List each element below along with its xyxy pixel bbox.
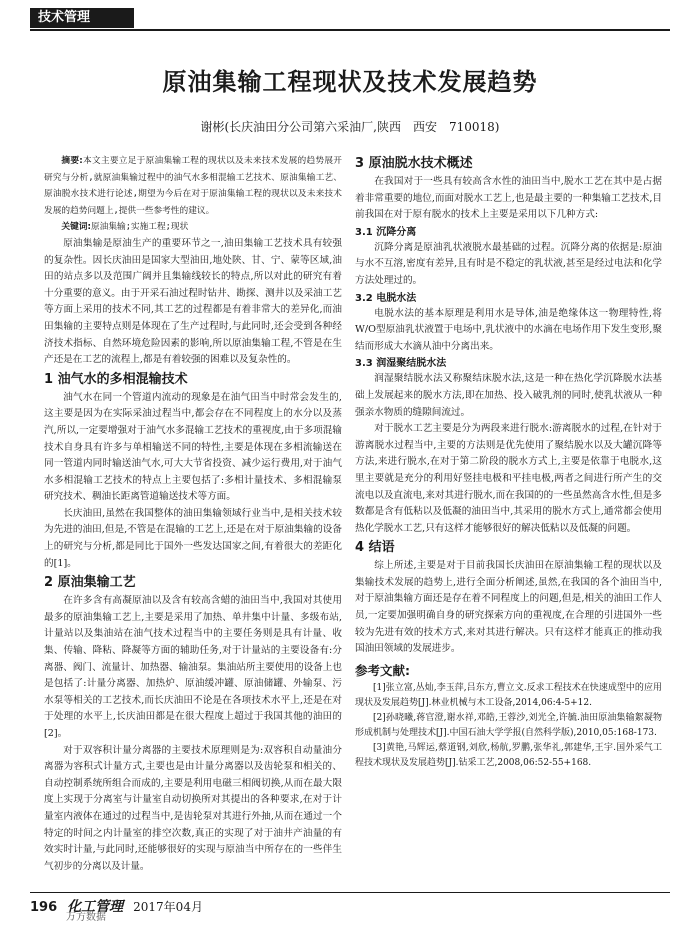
section-3-2-paragraph: 电脱水法的基本原理是利用水是导体,油是绝缘体这一物理特性,将W/O型原油乳状液置于电场中,乳状液中的水滴在电场作用下发生变形,聚结而形成大水滴从油中分离出来。 (355, 307, 662, 352)
page-number: 196 (30, 900, 58, 915)
watermark: 万方数据 (66, 912, 106, 923)
section-1-heading: 1 油气水的多相混输技术 (44, 371, 188, 387)
section-tag: 技术管理 (30, 8, 134, 28)
section-2-paragraph-1: 在许多含有高凝原油以及含有较高含蜡的油田当中,我国对其使用最多的原油集输工艺上,主要是采用了加热、单井集中计量、多级布站,计量站以及集油站在油气技术过程当中的主要任务则是具有计量、收集、传输、降粘、降凝等方面的辅助任务,对于计量站的主要设备有:分离器、阀门、流量计、加热器、输油泵。集油站所主要使用的设备上也是包括了:计量分离器、加热炉、原油缓冲罐、原油储罐、外输泵、污水泵等相关的工艺技术,而长庆油田不论是在各项技术水平上,还是在对于处理的水平上,长庆油田都是在很大程度上超过于我国其他的油田的[2]。 (44, 595, 342, 739)
section-2-paragraph-2: 对于双容积计量分离器的主要技术原理则是为:双容积自动量油分离器为容积式计量方式,主要也是由计量分离器以及齿轮泵和相关的、自动控制系统所组合而成的,主要是利用电磁三相阀切换,从而在最大限度上实现于分离室与计量室自动切换所对其提出的各种要求,在对于计量室内液体在通过的过程当中,是齿轮泵对其进行外抽,从而在通过一个特定的时间之内计量室的排空次数,真正的实现了对于油井产油量的有效实时计量,与此同时,还能够很好的实现与原油当中所存在的一些伴生气初步的分离以及计量。 (44, 744, 342, 872)
section-2-heading: 2 原油集输工艺 (44, 575, 136, 591)
abstract-text: 本文主要立足于原油集输工程的现状以及未来技术发展的趋势展开研究与分析,就原油集输过程中的油气水多相混输工艺技术、原油集输工艺、原油脱水技术进行论述,期望为今后在对于原油集输工程的现状以及未来技术发展的趋势问题上,提供一些参考性的建议。 (44, 156, 342, 216)
magazine-name: 化工管理 (67, 899, 124, 915)
keywords-label: 关键词: (61, 222, 91, 233)
section-3-3-paragraph-2: 对于脱水工艺主要是分为两段来进行脱水:游离脱水的过程,在针对于游离脱水过程当中,主要的方法则是优先使用了聚结脱水以及大罐沉降等方法,来进行脱水,在对于第二阶段的脱水方式上,主要是依靠于电脱水,这里主要就是充分的利用好竖挂电极和平挂电极,两者之间进行所产生的交流电以及直流电,来对其进行脱水,而在我国的的一些虽然高含水性,但是多数都是含有低粘以及低凝的油田当中,其采用的脱水方式上,通常都会使用热化学脱水工艺,只有这样才能够很好的解决低粘以及低凝的问题。 (355, 423, 662, 534)
right-column (355, 153, 662, 771)
reference-item: [1]张立富,丛灿,李玉萍,吕东方,曹立文.反求工程技术在快速成型中的应用现状及发展趋势[J].林业机械与木工设备,2014,06:4-5+12. (355, 682, 662, 708)
section-3-1-paragraph: 沉降分离是原油乳状液脱水最基础的过程。沉降分离的依据是:原油与水不互溶,密度有差异,且有时是不稳定的乳状液,甚至是经过电法和化学方法处理过的。 (355, 241, 662, 286)
section-3-heading: 3 原油脱水技术概述 (355, 156, 473, 171)
section-1-paragraph-2: 长庆油田,虽然在我国整体的油田集输领域行业当中,是相关技术较为先进的油田,但是,不管是在混输的工艺上,还是在对于原油集输的设备上的研究与分析,都是同比于国外一些发达国家之间,有着很大的差距化的[1]。 (44, 507, 342, 569)
abstract-label: 摘要: (61, 156, 83, 166)
footer-rule (30, 892, 670, 893)
section-3-1-heading: 3.1 沉降分离 (355, 226, 417, 238)
header-rule (30, 29, 670, 31)
reference-item: [3]黄艳,马辉运,蔡道钢,刘欣,杨航,罗鹏,张华礼,郭建华,王宇.国外采气工程技术现状及发展趋势[J].钻采工艺,2008,06:52-55+168. (355, 742, 662, 768)
section-1-paragraph-1: 油气水在同一个管道内流动的现象是在油气田当中时常会发生的,这主要是因为在实际采油过程当中,都会存在不同程度上的水分以及蒸汽,所以,一定要增强对于油气水多混输工艺技术的重视度,由于多项混输技术自身具有许多与单相输送不同的特性,主要是体现在多相流输送在同一管道内同时输送油气水,可大大节省投资、减少运行费用,对于油气水多相混输工艺技术的特点上主要包括了:多相计量技术、多相混输泵研究技术、稠油长距离管道输送技术等方面。 (44, 391, 342, 503)
intro-paragraph: 原油集输是原油生产的重要环节之一,油田集输工艺技术具有较强的复杂性。因长庆油田是国家大型油田,地处陕、甘、宁、蒙等区域,油田的站点多以及范围广阔并且集输线较长的特点,所以对此的研究有着十分重要的意义。由于开采石油过程时钻井、勘探、测井以及采油工艺等方面上采用的技术不同,其工艺的过程都是有着非常大的差异化,而油田集输的主要特点则是体现在了生产过程时,与此同时,还会受到各种经济技术指标、自然环境危险因素的影响,所以原油集输工程,不管是在生产还是在工艺的流程上,都是有着较强的困难以及复杂性的。 (44, 237, 342, 366)
author-line: 谢彬(长庆油田分公司第六采油厂,陕西 西安 710018) (200, 120, 500, 134)
reference-item: [2]孙晓曦,蒋官澄,谢水祥,邓皓,王蓉沙,刘光全,许毓.油田原油集输絮凝物形成机制与处理技术[J].中国石油大学学报(自然科学版),2010,05:168-173. (355, 712, 662, 738)
abstract (44, 153, 342, 219)
left-column (44, 153, 342, 875)
keywords (44, 219, 342, 236)
article-title: 原油集输工程现状及技术发展趋势 (162, 68, 538, 96)
section-3-3-paragraph-1: 润湿聚结脱水法又称聚结床脱水法,这是一种在热化学沉降脱水法基础上发展起来的脱水方法,即在加热、投入破乳剂的同时,使乳状液从一种强亲水物质的缝隙间流过。 (355, 373, 662, 418)
section-3-3-heading: 3.3 润湿聚结脱水法 (355, 358, 447, 370)
section-4-heading: 4 结语 (355, 540, 395, 556)
references-heading: 参考文献: (355, 662, 410, 678)
keywords-text: 原油集输;实施工程;现状 (90, 222, 189, 233)
issue-date: 2017年04月 (133, 900, 203, 914)
section-3-paragraph: 在我国对于一些具有较高含水性的油田当中,脱水工艺在其中是占据着非常重要的地位,而面对脱水工艺上,也是最主要的一种集输工艺技术,目前我国在对于原有脱水的技术上主要是采用以下几种方式: (355, 176, 662, 221)
section-3-2-heading: 3.2 电脱水法 (355, 292, 417, 304)
section-4-paragraph: 综上所述,主要是对于目前我国长庆油田在原油集输工程的现状以及集输技术发展的趋势上,进行全面分析阐述,虽然,在我国的各个油田当中,对于原油集输方面还是存在着不同程度上的问题,但是,相关的油田工作人员,一定要加强明确自身的研究探索方向的重视度,在合理的引进国外一些较为先进有效的技术方式,来对其进行解决。只有这样才能真正的推动我国油田领域的发展进步。 (355, 560, 662, 655)
page-footer (30, 896, 203, 923)
